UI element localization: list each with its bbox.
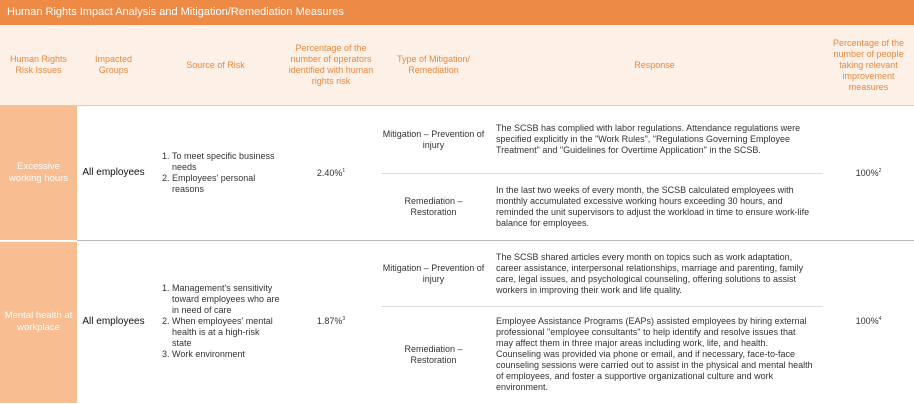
measure-type: Remediation – Restoration bbox=[404, 343, 463, 365]
pct-operators bbox=[281, 241, 381, 403]
header-pct-people: Percentage of the number of people taking relevant improvement measures bbox=[823, 25, 914, 106]
measure-response: The SCSB has complied with labor regulations. Attendance regulations were specified explicitly in the "Work Rules", "Regulations Governing Employee Treatment" and "Guidelines for Overtime Application" in the SCSB. bbox=[486, 106, 823, 174]
risk-source-item: 1. Management's sensitivity toward employees who are in need of care bbox=[172, 283, 280, 316]
risk-issue: Mental health at workplace bbox=[0, 241, 77, 403]
impacted-groups: All employees bbox=[82, 315, 145, 327]
measure-type: Mitigation – Prevention of injury bbox=[381, 106, 486, 174]
measure-response: The SCSB shared articles every month on topics such as work adaptation, career assistance, interpersonal relationships, marriage and parenting, family care, legal issues, and psychological counseling, offering solutions to assist workers in improving their work and life quality. bbox=[486, 241, 823, 307]
risk-source-item: 2. When employees' mental health is at a high-risk state bbox=[172, 316, 280, 349]
footnote-marker: 3 bbox=[342, 316, 346, 323]
risk-source-item: 1. To meet specific business needs bbox=[172, 151, 280, 173]
footnote-marker: 1 bbox=[342, 167, 346, 174]
table-row bbox=[0, 241, 914, 307]
pct-people-value: 100% bbox=[855, 167, 879, 178]
risk-sources bbox=[150, 106, 281, 241]
header-source: Source of Risk bbox=[150, 25, 281, 106]
table-title: Human Rights Impact Analysis and Mitigation/Remediation Measures bbox=[0, 0, 914, 25]
impacted-groups: All employees bbox=[77, 106, 150, 241]
pct-operators-value: 1.87% bbox=[316, 316, 343, 327]
human-rights-table bbox=[0, 25, 914, 403]
header-type: Type of Mitigation/ Remediation bbox=[381, 25, 486, 106]
measure-response: Employee Assistance Programs (EAPs) assisted employees by hiring external professional "employee consultants" to help identify and resolve issues that may affect them in three major areas including work, life, and health. Counseling was provided via phone or email, and if necessary, face-to-face counseling sessions were carried out to assist in the physical and mental health of employees, and foster a supportive organizational culture and work environment. bbox=[496, 316, 813, 393]
risk-sources bbox=[150, 241, 281, 403]
pct-operators bbox=[281, 106, 381, 241]
header-row bbox=[0, 25, 914, 106]
pct-people bbox=[823, 241, 914, 403]
header-risk: Human Rights Risk Issues bbox=[0, 25, 77, 106]
risk-source-item: 2. Employees' personal reasons bbox=[172, 173, 280, 195]
pct-people-value: 100% bbox=[855, 316, 879, 327]
risk-source-item: 3. Work environment bbox=[172, 349, 280, 360]
measure-response: In the last two weeks of every month, the SCSB calculated employees with monthly accumulated excessive working hours exceeding 30 hours, and reminded the unit supervisors to adjust the workload in time to ensure work-life balance for employees. bbox=[486, 174, 823, 241]
header-groups: Impacted Groups bbox=[77, 25, 150, 106]
measure-type: Remediation – Restoration bbox=[381, 174, 486, 241]
header-pct-operators: Percentage of the number of operators identified with human rights risk bbox=[281, 25, 381, 106]
pct-people bbox=[823, 106, 914, 241]
pct-operators-value: 2.40% bbox=[316, 167, 343, 178]
risk-issue: Excessive working hours bbox=[0, 106, 77, 241]
table-row bbox=[0, 106, 914, 174]
header-response: Response bbox=[486, 25, 823, 106]
footnote-marker: 2 bbox=[878, 167, 882, 174]
measure-type: Mitigation – Prevention of injury bbox=[381, 241, 486, 307]
footnote-marker: 4 bbox=[878, 316, 882, 323]
